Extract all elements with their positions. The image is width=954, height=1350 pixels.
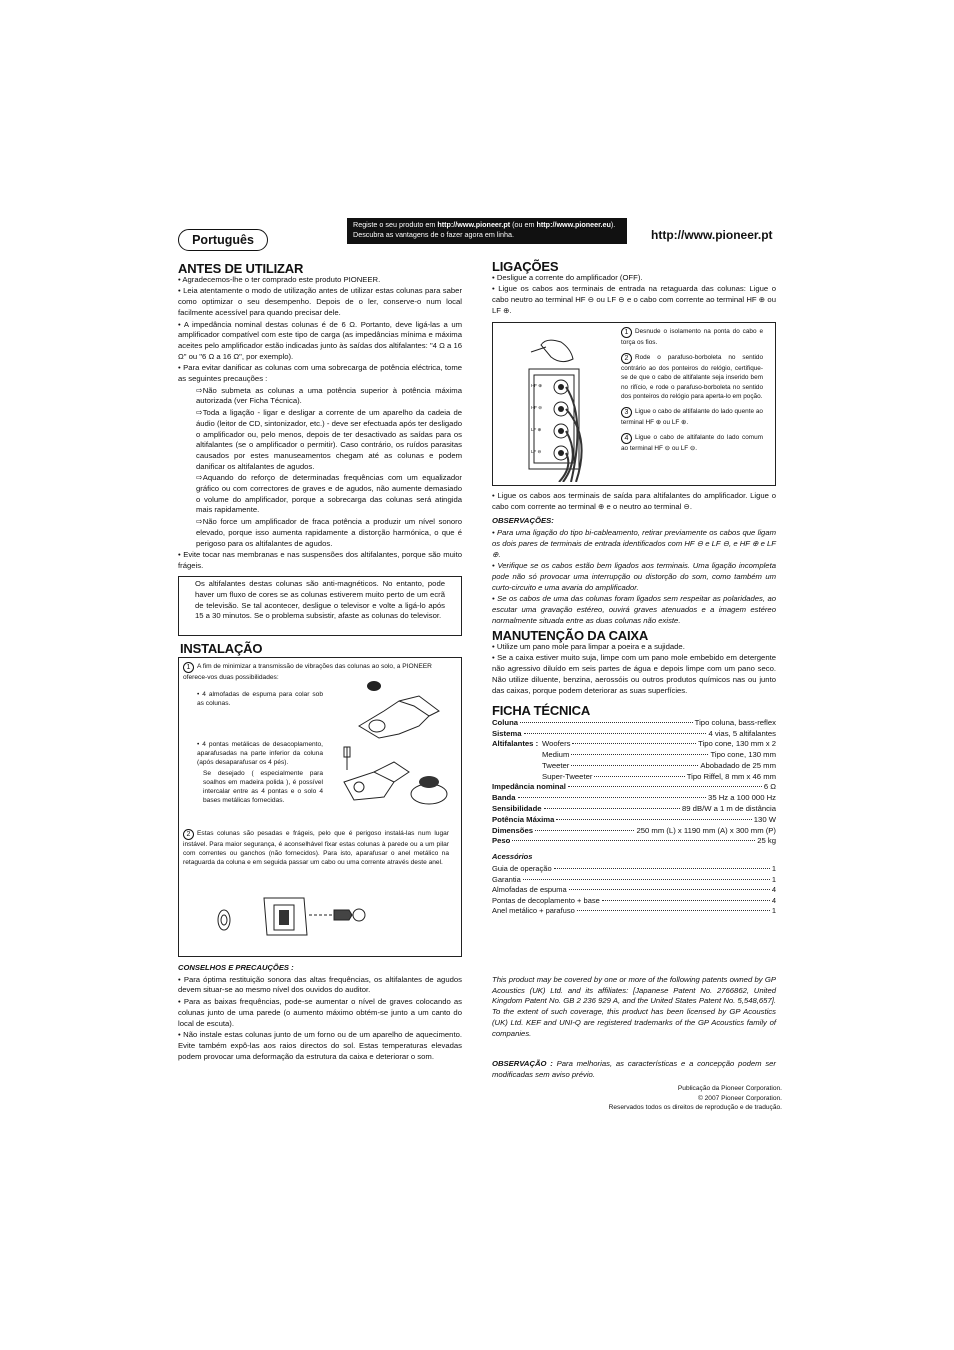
terminal-lf-plus: LF ⊕ (531, 427, 542, 432)
spec-row: Impedância nominal 6 Ω (492, 782, 776, 792)
instalacao-title: INSTALAÇÃO (180, 641, 263, 656)
foam-pad-illustration (339, 676, 449, 744)
accessory-row: Pontas de decoplamento + base 4 (492, 895, 776, 905)
spike-illustration (339, 742, 454, 812)
spec-row: Banda 35 Hz a 100 000 Hz (492, 793, 776, 803)
terminal-hf-plus: HF ⊕ (531, 383, 543, 388)
instalacao-box (178, 657, 462, 957)
conselhos-title: CONSELHOS E PRECAUÇÕES : (178, 963, 294, 972)
conselhos-c2: • Para as baixas frequências, pode-se aumentar o nível de graves colocando as colunas junto de uma parede (o aumento máximo obtém-se junto a um canto do local de escuta). (178, 997, 462, 1029)
spec-row: Peso 25 kg (492, 836, 776, 846)
accessory-row: Anel metálico + parafuso 1 (492, 906, 776, 916)
connection-steps (621, 327, 763, 453)
observacao-label: OBSERVAÇÃO : (492, 1059, 553, 1068)
driver-row: Woofers Tipo cone, 130 mm x 2 (542, 739, 776, 749)
patent-notice: This product may be covered by one or more of the following patents owned by GP Acoustics (UK) Ltd. and its affiliates: [Japanese Patent No. 2766862, United Kingdom Patent No. GB 2 236 929 A, and the United States Patent No. 5,548,657]. To the extent of such coverage, this product has been licensed by GP Acoustics (UK) Ltd. KEF and UNI-Q are registered trademarks of the GP Acoustics family of companies. (492, 975, 776, 1038)
antes-p2: • Leia atentamente o modo de utilização antes de utilizar estas colunas para saber como optimizar o seu desempenho. Depois de o ler, conserve-o num local facilmente acessível para quando precisar dele. (178, 286, 462, 318)
spec-row: Dimensões 250 mm (L) x 1190 mm (A) x 300 mm (P) (492, 825, 776, 835)
connection-step-1: 1 Desnude o isolamento na ponta do cabo e torça os fios. (621, 328, 763, 346)
accessory-row: Almofadas de espuma 4 (492, 885, 776, 895)
ligacoes-continued (492, 491, 776, 627)
antes-s2: ⇨Toda a ligação - ligar e desligar a corrente de um aparelho da cadeia de áudio (leitor de CD, sintonizador, etc.) - deve ser efectuada após ter desligado o amplificador ou, pelo menos, depois de ter desactivado as saídas para os altifalantes (se o amplificador o permitir). Caso contrário, os ruídos parasitas causados por estes manuseamentos chegam até as colunas e podem danificar os altifalantes de agudos. (196, 408, 462, 471)
manutencao-m1: • Utilize um pano mole para limpar a poeira e a sujidade. (492, 642, 776, 653)
install-option2b: Se desejado ( especialmente para soalhos em madeira polida ), é possível intercalar entre as 4 pontas e o solo 4 bases metálicas fornecidas. (203, 770, 323, 804)
language-label: Português (178, 229, 268, 251)
publication-info (560, 1084, 782, 1113)
ligacoes-l1: • Desligue a corrente do amplificador (OFF). (492, 273, 776, 284)
ficha-title: FICHA TÉCNICA (492, 703, 591, 718)
arrow-icon: ⇨ (196, 385, 203, 395)
accessory-row: Guia de operação 1 (492, 863, 776, 873)
terminal-panel-illustration (501, 327, 611, 482)
antes-p4: • Para evitar danificar as colunas com uma sobrecarga de potência eléctrica, tome as seguintes precauções : (178, 363, 462, 384)
antes-p1: • Agradecemos-lhe o ter comprado este produto PIONEER. (178, 275, 462, 286)
terminal-hf-minus: HF ⊖ (531, 405, 543, 410)
install-step1-text: A fim de minimizar a transmissão de vibrações das colunas ao solo, a PIONEER oferece-vos duas possibilidades: (183, 663, 432, 681)
driver-row: Medium Tipo cone, 130 mm (542, 750, 776, 760)
antes-section (178, 261, 463, 573)
ligacoes-title: LIGAÇÕES (492, 259, 559, 274)
arrow-icon: ⇨ (196, 517, 203, 527)
banner-text: ). (610, 220, 616, 229)
manutencao-m2: • Se a caixa estiver muito suja, limpe com um pano mole embebido em detergente não agressivo diluído em seis partes de água e depois limpe com um pano seco. Não utilize diluente, benzina, aerossóis ou outros produtos químicos nas ou junto das caixas, porque podem deteriorar as suas superfícies. (492, 653, 776, 696)
conselhos-c3: • Não instale estas colunas junto de um forno ou de um aparelho de aquecimento. Evite também expô-las aos raios directos do sol. Estas temperaturas elevadas podem provocar uma deformação da estrutura da caixa e deteriorar o som. (178, 1030, 462, 1062)
connection-step-2: 2 Rode o parafuso-borboleta no sentido contrário ao dos ponteiros do relógio, certifique-se de que o cabo de altifalante seja inserido bem no rifício, e rode o parafuso-borboleta no sentido dos ponteiros do relógio para aperta-lo em poção. (621, 353, 763, 401)
observacao-3: • Se os cabos de uma das colunas foram ligados sem respeitar as polaridades, ao escutar uma gravação estéreo, ouvirá graves atenuados e a imagem estéreo normalmente situada entre as duas colunas não existe. (492, 594, 776, 626)
connection-diagram-box (492, 322, 776, 486)
connection-step-3: 3 Ligue o cabo de altifalante do lado quente ao terminal HF ⊕ ou LF ⊕. (621, 407, 763, 426)
driver-row: Super-Tweeter Tipo Riffel, 8 mm x 46 mm (542, 771, 776, 781)
manutencao-section (492, 628, 777, 697)
wall-ring-illustration (209, 890, 369, 945)
antimagnetic-note-box (178, 576, 462, 636)
ligacoes-l3: • Ligue os cabos aos terminais de saída para altifalantes do amplificador. Ligue o cabo com corrente ao terminal ⊕ e o neutro ao terminal ⊖. (492, 491, 776, 512)
antes-p3: • A impedância nominal destas colunas é de 6 Ω. Portanto, deve ligá-las a um amplificador compatível com este tipo de carga (as impedâncias mínima e máxima aceites pelo amplificador estão indicadas junto às saídas dos altifalantes: "4 Ω a 16 Ω" ou "6 Ω a 16 Ω", por exemplo). (178, 320, 462, 363)
install-option2: • 4 pontas metálicas de desacoplamento, aparafusadas na parte inferior da coluna (após desaparafusar os 4 pés). Se desejado ( especialmente para soalhos em madeira polida ), é possível intercalar entre as 4 pontas e o solo 4 bases metálicas fornecidas. (197, 740, 323, 805)
spec-row: Sensibilidade 89 dB/W a 1 m de distância (492, 804, 776, 814)
install-step2-text: Estas colunas são pesadas e frágeis, pelo que é perigoso instalá-las num lugar instável. Para maior segurança, é aconselhável fixar estas colunas à parede ou a um pilar com correntes ou ganchos (não fornecidos). Para isto, aparafusar o anel metálico na retaguarda da coluna e em seguida passar um cabo ou uma corrente através deste anel. (183, 830, 449, 866)
observacao-1: • Para uma ligação do tipo bi-cableamento, retirar previamente os cabos que ligam os dois pares de terminais de entrada identificados com HF ⊖ e LF ⊖, e HF ⊕ e LF ⊕. (492, 528, 776, 560)
observacao-text: Para melhorias, as características e a concepção podem ser modificadas sem aviso prévio. (492, 1059, 776, 1079)
step-number: 2 (183, 829, 194, 840)
altifalantes-label: Altifalantes : (492, 739, 539, 749)
antes-p5: • Evite tocar nas membranas e nas suspensões dos altifalantes, porque são muito frágeis. (178, 550, 462, 571)
antes-title: ANTES DE UTILIZAR (178, 261, 304, 276)
banner-text: Registe o seu produto em (353, 220, 438, 229)
ligacoes-l2: • Ligue os cabos aos terminais de entrada na retaguarda das colunas: Ligue o cabo neutro ao terminal HF ⊖ ou LF ⊖ e o cabo com corrente ao terminal HF ⊕ ou LF ⊕. (492, 284, 776, 316)
install-option1: • 4 almofadas de espuma para colar sob as colunas. (197, 690, 323, 708)
conselhos-section (178, 963, 462, 1063)
terminal-lf-minus: LF ⊖ (531, 449, 542, 454)
header-url[interactable]: http://www.pioneer.pt (651, 228, 773, 242)
ficha-section (492, 703, 776, 917)
acessorios-title: Acessórios (492, 852, 533, 862)
spec-row: Coluna Tipo coluna, bass-reflex (492, 717, 776, 727)
antes-s3: ⇨Aquando do reforço de determinadas frequências com um equalizador gráfico ou com correctores de graves e de agudos, não aumente demasiado o volume do amplificador, porque a sobrecarga das colunas será atingida mais rapidamente. (196, 473, 462, 515)
spec-row: Potência Máxima 130 W (492, 814, 776, 824)
arrow-icon: ⇨ (196, 408, 203, 418)
publication-line: Publicação da Pioneer Corporation. (677, 1085, 782, 1092)
altifalantes-block (492, 739, 776, 782)
banner-text: (ou em (510, 220, 537, 229)
antes-s1: ⇨Não submeta as colunas a uma potência superior à potência máxima autorizada (ver Ficha Técnica). (196, 385, 462, 406)
install-step2 (183, 829, 449, 867)
observacao-notice (492, 1059, 776, 1080)
driver-row: Tweeter Abobadado de 25 mm (542, 760, 776, 770)
banner-link-eu[interactable]: http://www.pioneer.eu (536, 220, 611, 229)
antimagnetic-note: Os altifalantes destas colunas são anti-magnéticos. No entanto, pode haver um fluxo de cores se as colunas estiverem muito perto de um ecrã de televisão. Se tal acontecer, desligue o televisor e volte a ligá-lo após 15 a 30 minutos. Se o problema subsistir, afaste as colunas do televisor. (195, 579, 445, 621)
step-number: 1 (183, 662, 194, 673)
ligacoes-section (492, 259, 777, 318)
accessory-row: Garantia 1 (492, 874, 776, 884)
observacao-2: • Verifique se os cabos estão bem ligados aos terminais. Uma ligação incompleta pode não só provocar uma interrupção ou distorção do som, como também um curto-circuito e uma avaria do amplificador. (492, 561, 776, 593)
conselhos-c1: • Para óptima restituição sonora das altas frequências, os altifalantes de agudos devem situar-se ao mesmo nível dos ouvidos do auditor. (178, 975, 462, 996)
rights-line: Reservados todos os direitos de reprodução e de tradução. (608, 1104, 782, 1112)
banner-line2: Descubra as vantagens de o fazer agora em linha. (353, 230, 515, 239)
connection-step-4: 4 Ligue o cabo de altifalante do lado comum ao terminal HF ⊖ ou LF ⊖. (621, 433, 763, 452)
registration-banner (347, 218, 627, 244)
copyright-line: © 2007 Pioneer Corporation. (697, 1094, 782, 1102)
spec-row: Sistema 4 vias, 5 altifalantes (492, 728, 776, 738)
banner-link-pt[interactable]: http://www.pioneer.pt (437, 220, 511, 229)
manutencao-title: MANUTENÇÃO DA CAIXA (492, 628, 649, 643)
antes-s4: ⇨Não force um amplificador de fraca potência a produzir um nível sonoro elevado, porque isso aumenta rapidamente a distorção harmónica, o que é perigoso para os altifalantes de agudos. (196, 517, 462, 548)
observacoes-title: OBSERVAÇÕES: (492, 516, 554, 526)
arrow-icon: ⇨ (196, 473, 203, 483)
terminal-labels (531, 375, 547, 463)
